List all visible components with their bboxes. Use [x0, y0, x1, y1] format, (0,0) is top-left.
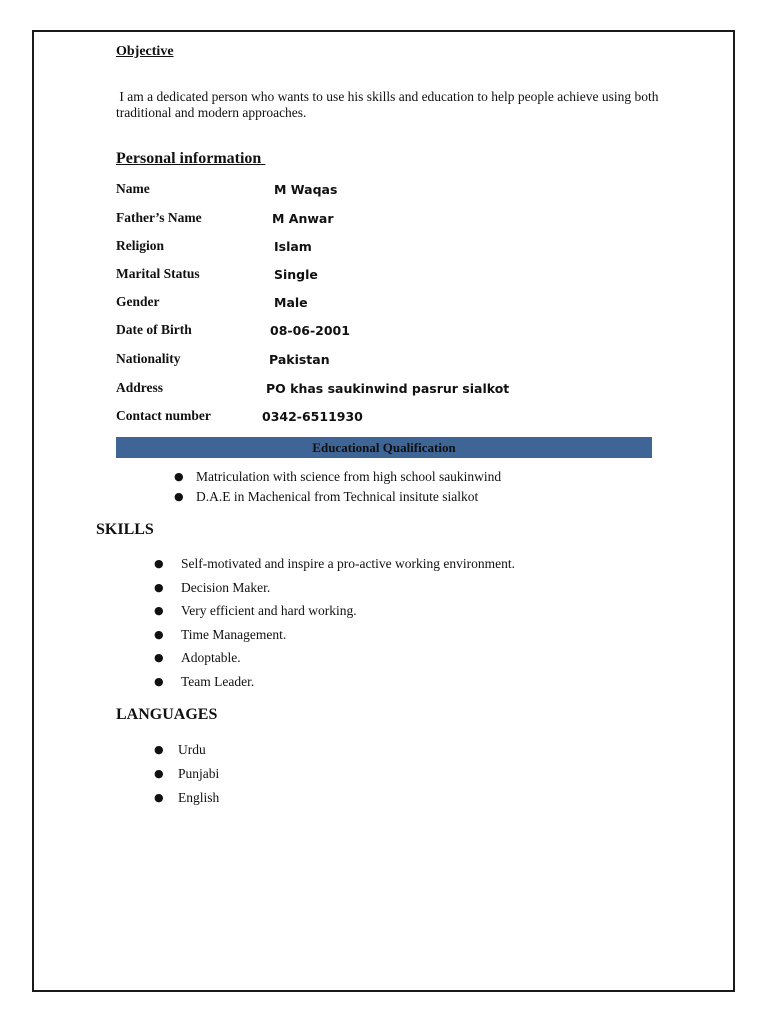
marital-status-value: Single	[274, 267, 318, 282]
education-item-text: D.A.E in Machenical from Technical insitute sialkot	[196, 489, 479, 504]
list-item	[154, 789, 220, 813]
bullet-icon: ●	[174, 470, 184, 483]
fathers-name-value: M Anwar	[272, 211, 334, 226]
date-of-birth-label: Date of Birth	[116, 322, 192, 337]
address-label: Address	[116, 380, 164, 395]
name-value: M Waqas	[274, 182, 338, 197]
skills-heading: SKILLS	[96, 521, 154, 538]
list-item	[154, 673, 515, 697]
language-item-text: Punjabi	[178, 766, 220, 781]
skill-item-text: Time Management.	[181, 626, 287, 642]
religion-value: Islam	[274, 239, 312, 254]
skills-list	[154, 555, 516, 697]
bullet-icon: ●	[154, 580, 164, 594]
list-item	[154, 555, 516, 579]
bullet-icon: ●	[154, 674, 164, 688]
marital-status-label: Marital Status	[116, 266, 200, 281]
skill-item-text: Decision Maker.	[181, 579, 271, 595]
languages-list	[154, 741, 220, 813]
gender-value: Male	[274, 295, 308, 310]
education-section-bar: Educational Qualification	[116, 437, 652, 458]
skill-item-text: Self-motivated and inspire a pro-active working environment.	[181, 556, 516, 571]
contact-number-label: Contact number	[116, 408, 211, 423]
bullet-icon: ●	[154, 557, 164, 570]
bullet-icon: ●	[174, 490, 184, 503]
fathers-name-label: Father’s Name	[116, 210, 202, 225]
religion-label: Religion	[116, 238, 165, 253]
list-item	[154, 626, 515, 650]
gender-label: Gender	[116, 294, 160, 309]
skill-item-text: Adoptable.	[181, 650, 241, 666]
list-item	[154, 649, 515, 673]
list-item	[154, 579, 515, 603]
education-item-text: Matriculation with science from high school saukinwind	[196, 469, 502, 484]
bullet-icon: ●	[154, 651, 164, 665]
nationality-value: Pakistan	[269, 352, 330, 367]
name-label: Name	[116, 181, 150, 196]
bullet-icon: ●	[154, 791, 164, 804]
bullet-icon: ●	[154, 743, 164, 756]
date-of-birth-value: 08-06-2001	[270, 323, 350, 338]
address-value: PO khas saukinwind pasrur sialkot	[266, 381, 510, 396]
bullet-icon: ●	[154, 627, 164, 641]
list-item	[154, 602, 515, 626]
languages-heading: LANGUAGES	[116, 706, 218, 723]
page-border	[32, 30, 735, 992]
bullet-icon: ●	[154, 604, 164, 618]
personal-info-heading: Personal information	[116, 150, 266, 167]
contact-number-value: 0342-6511930	[262, 409, 363, 424]
bullet-icon: ●	[154, 767, 164, 780]
language-item-text: English	[178, 790, 220, 805]
language-item-text: Urdu	[178, 742, 206, 757]
list-item	[154, 765, 220, 789]
skill-item-text: Team Leader.	[181, 673, 255, 689]
objective-heading: Objective	[116, 44, 174, 59]
list-item	[174, 468, 502, 488]
nationality-label: Nationality	[116, 351, 181, 366]
skill-item-text: Very efficient and hard working.	[181, 603, 357, 619]
objective-text: I am a dedicated person who wants to use his skills and education to help people achieve using both traditional and modern approaches.	[116, 89, 662, 120]
list-item	[174, 488, 501, 508]
education-list	[174, 468, 502, 508]
list-item	[154, 741, 219, 765]
